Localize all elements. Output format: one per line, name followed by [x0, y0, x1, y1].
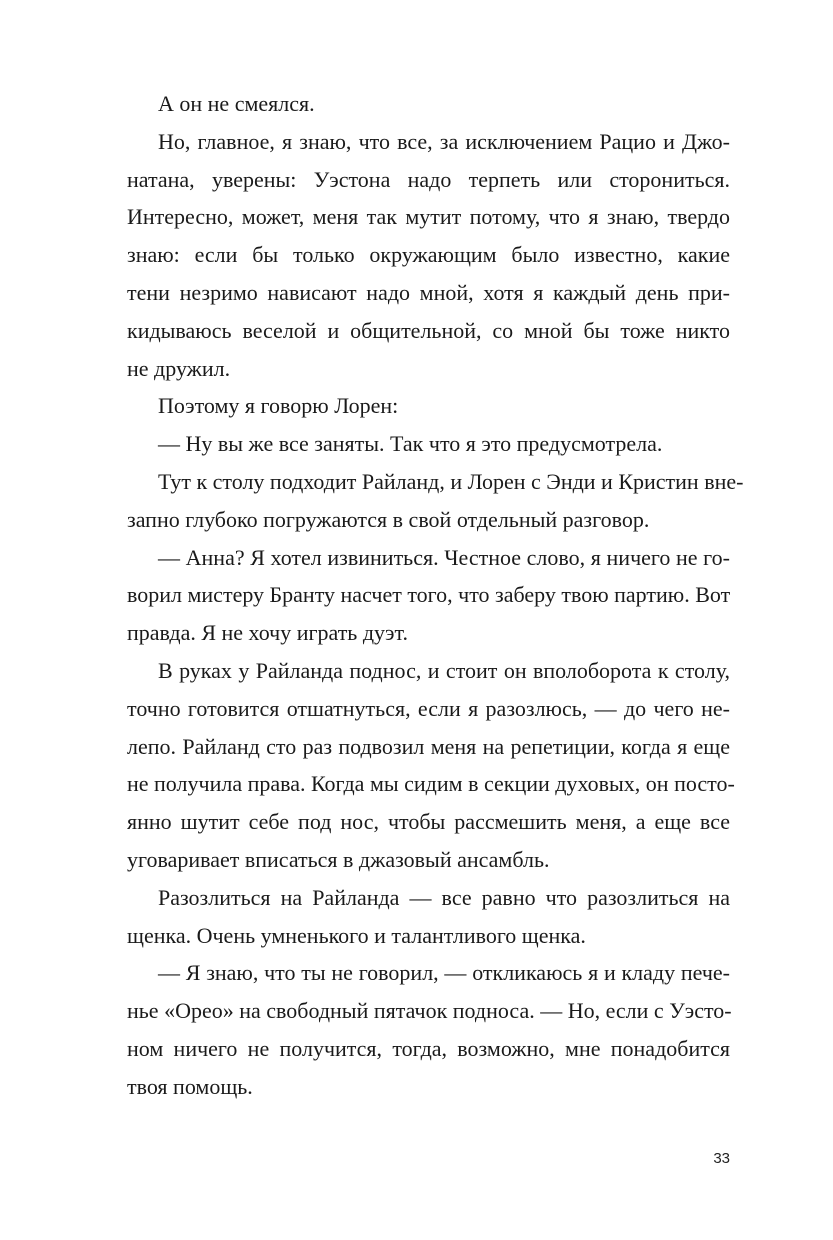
dialogue-line: — Я знаю, что ты не говорил, — откликаюсь я и кладу пече- [158, 960, 730, 986]
paragraph-line: Но, главное, я знаю, что все, за исключением Рацио и Джо- [158, 128, 730, 154]
paragraph-line: тени незримо нависают надо мной, хотя я каждый день при- [127, 279, 730, 305]
paragraph-line: Поэтому я говорю Лорен: [158, 393, 399, 419]
paragraph-line: В руках у Райланда поднос, и стоит он вполоборота к столу, [158, 657, 730, 683]
paragraph-line: натана, уверены: Уэстона надо терпеть или сторониться. [127, 166, 730, 192]
paragraph-line: янно шутит себе под нос, чтобы рассмешить меня, а еще все [127, 809, 730, 835]
dialogue-line: ном ничего не получится, тогда, возможно, мне понадобится [127, 1035, 730, 1061]
dialogue-line: нье «Орео» на свободный пятачок подноса. — Но, если с Уэсто- [127, 998, 732, 1024]
paragraph-line: Тут к столу подходит Райланд, и Лорен с Энди и Кристин вне- [158, 468, 744, 494]
paragraph-line: Разозлиться на Райланда — все равно что разозлиться на [158, 884, 730, 910]
paragraph-line: щенка. Очень умненького и талантливого щенка. [127, 922, 586, 948]
paragraph-line: кидываюсь веселой и общительной, со мной бы тоже никто [127, 317, 730, 343]
dialogue-line: ворил мистеру Бранту насчет того, что заберу твою партию. Вот [127, 582, 731, 608]
paragraph-line: уговаривает вписаться в джазовый ансамбль. [127, 846, 550, 872]
dialogue-line: — Ну вы же все заняты. Так что я это предусмотрела. [158, 431, 663, 457]
paragraph-line: знаю: если бы только окружающим было известно, какие [127, 242, 730, 268]
page-body [127, 85, 744, 1106]
page-number: 33 [713, 1150, 730, 1167]
dialogue-line: твоя помощь. [127, 1073, 253, 1099]
paragraph-line: Интересно, может, меня так мутит потому, что я знаю, твердо [127, 204, 730, 230]
paragraph-line: А он не смеялся. [158, 91, 315, 116]
paragraph-line: точно готовится отшатнуться, если я разозлюсь, — до чего не- [127, 695, 730, 721]
paragraph-line: запно глубоко погружаются в свой отдельный разговор. [127, 506, 650, 532]
dialogue-line: — Анна? Я хотел извиниться. Честное слово, я ничего не го- [158, 544, 730, 570]
dialogue-line: правда. Я не хочу играть дуэт. [127, 620, 408, 646]
paragraph-line: не получила права. Когда мы сидим в секции духовых, он посто- [127, 771, 735, 797]
paragraph-line: не дружил. [127, 355, 231, 381]
paragraph-line: лепо. Райланд сто раз подвозил меня на репетиции, когда я еще [127, 733, 730, 759]
